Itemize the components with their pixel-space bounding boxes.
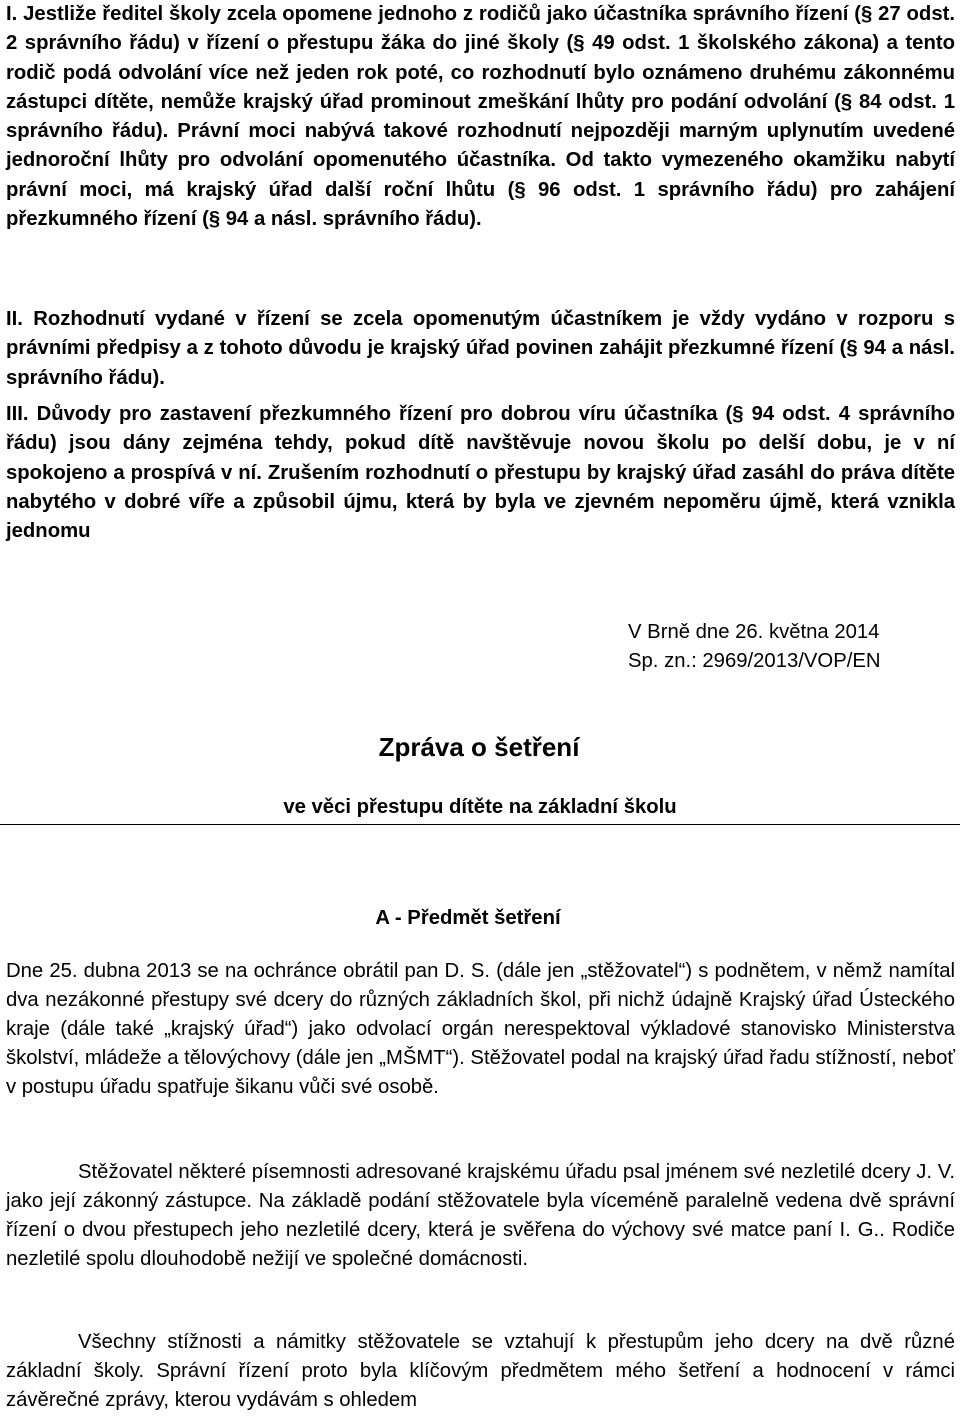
document-date: V Brně dne 26. května 2014: [628, 621, 880, 643]
section-a-paragraph-2: Stěžovatel některé písemnosti adresované krajskému úřadu psal jménem své nezletilé dcery J. V. jako její zákonný zástupce. Na základě podání stěžovatele byla víceméně paralelně vedena dvě správní řízení o dvou přestupech jeho nezletilé dcery, která je svěřena do výchovy své matce paní I. G.. Rodiče nezletilé spolu dlouhodobě nežijí ve společné domácnosti.: [6, 1161, 955, 1270]
report-subtitle: [0, 792, 960, 822]
section-a-paragraph-1: Dne 25. dubna 2013 se na ochránce obrátil pan D. S. (dále jen „stěžovatel“) s podnětem, v němž namítal dva nezákonné přestupy své dcery do různých základních škol, při nichž údajně Krajský úřad Ústeckého kraje (dále také „krajský úřad“) jako odvolací orgán nerespektoval výkladové stanovisko Ministerstva školství, mládeže a tělovýchovy (dále jen „MŠMT“). Stěžovatel podal na krajský úřad řadu stížností, neboť v postupu úřadu spatřuje šikanu vůči své osobě.: [6, 960, 955, 1098]
report-subtitle-text: ve věci přestupu dítěte na základní školu: [283, 796, 677, 818]
section-a-heading: [0, 903, 960, 933]
report-title-text: Zpráva o šetření: [378, 732, 580, 762]
legal-point-1: I. Jestliže ředitel školy zcela opomene jednoho z rodičů jako účastníka správního řízení (§ 27 odst. 2 správního řádu) v řízení o přestupu žáka do jiné školy (§ 49 odst. 1 školského zákona) a tento rodič podá odvolání více než jeden rok poté, co rozhodnutí bylo oznámeno druhému zákonnému zástupci dítěte, nemůže krajský úřad prominout zmeškání lhůty pro podání odvolání (§ 84 odst. 1 správního řádu). Právní moci nabývá takové rozhodnutí nejpozději marným uplynutím uvedené jednoroční lhůty pro odvolání opomenutého účastníka. Od takto vymezeného okamžiku nabytí právní moci, má krajský úřad další roční lhůtu (§ 96 odst. 1 správního řádu) pro zahájení přezkumného řízení (§ 94 a násl. správního řádu).: [6, 3, 955, 231]
horizontal-divider: [0, 824, 960, 825]
legal-point-2: II. Rozhodnutí vydané v řízení se zcela opomenutým účastníkem je vždy vydáno v rozporu s právními předpisy a z tohoto důvodu je krajský úřad povinen zahájit přezkumné řízení (§ 94 a násl. správního řádu).: [6, 308, 955, 389]
file-reference: Sp. zn.: 2969/2013/VOP/EN: [628, 650, 881, 672]
section-a-paragraph-3: Všechny stížnosti a námitky stěžovatele se vztahují k přestupům jeho dcery na dvě různé základní školy. Správní řízení proto byla klíčovým předmětem mého šetření a hodnocení v rámci závěrečné zprávy, kterou vydávám s ohledem: [6, 1331, 955, 1411]
legal-point-3: III. Důvody pro zastavení přezkumného řízení pro dobrou víru účastníka (§ 94 odst. 4 správního řádu) jsou dány zejména tehdy, pokud dítě navštěvuje novou školu po delší dobu, je v ní spokojeno a prospívá v ní. Zrušením rozhodnutí o přestupu by krajský úřad zasáhl do práva dítěte nabytého v dobré víře a způsobil újmu, která by byla ve zjevném nepoměru újmě, která vznikla jednomu: [6, 403, 955, 543]
section-a-heading-text: A - Předmět šetření: [375, 907, 561, 929]
report-title: [0, 727, 960, 767]
